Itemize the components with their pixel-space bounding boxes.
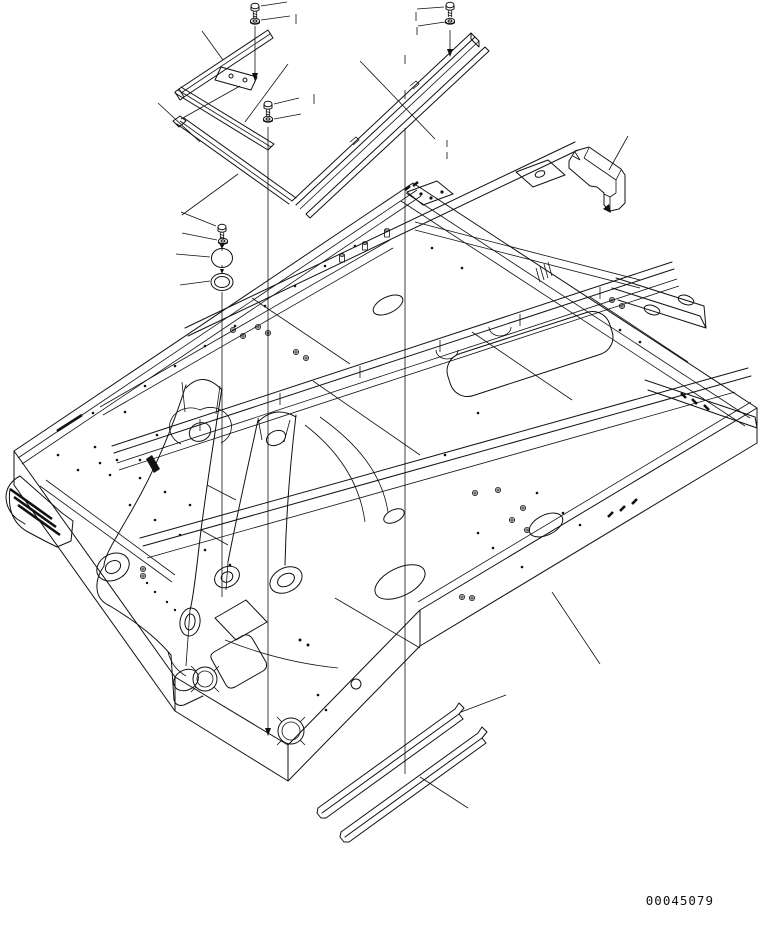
cover-bolt [264,101,272,116]
cover-frame-upper [175,30,274,150]
cover-washer [250,18,259,24]
rear-rail [185,142,640,336]
axis-dashes [296,12,447,159]
leader-line [182,174,238,215]
rear-platform-edge [100,240,393,415]
main-frame-deck [6,142,757,781]
rim-ticks [608,499,637,517]
deck-side-walls [14,408,757,781]
cover-assembly [173,2,489,218]
leader-line [420,777,468,808]
side-strips [317,703,487,842]
rail-mount-plate [516,160,565,187]
o-ring-inner [215,277,230,288]
right-corner-plate [645,380,757,428]
side-strip-front [317,703,464,818]
plug-bolt [218,224,226,239]
leader-line [158,103,200,142]
far-main-rail [112,262,679,470]
rim-weld-patch [57,415,82,431]
deck-rim-lines [18,190,751,602]
leader-line [261,2,445,119]
figure-number: 00045079 [645,893,714,908]
panel-seams [225,297,688,668]
cover-latch-plate [215,67,257,90]
bolt-hole-dots [57,245,642,712]
small-hex-bolts [230,297,624,600]
near-main-rail [140,368,751,558]
leader-line [461,695,506,712]
cover-washer [263,116,272,122]
leader-line [552,592,600,664]
boom-pin-hole [186,419,214,445]
boom-pin-hole [264,427,288,448]
leader-line [202,31,223,60]
cross-member-hole [643,303,661,317]
frame-arch-opening [442,307,617,401]
cover-washer [445,18,454,24]
cover-bolt [251,3,259,18]
leader-line [609,136,628,170]
plug-group [211,224,233,290]
cap-plug [212,249,233,268]
deck-outline [14,183,757,745]
deck-holes [168,291,567,745]
cover-bolt [446,2,454,17]
cover-seal-strip [306,47,489,218]
leader-line [176,212,217,285]
